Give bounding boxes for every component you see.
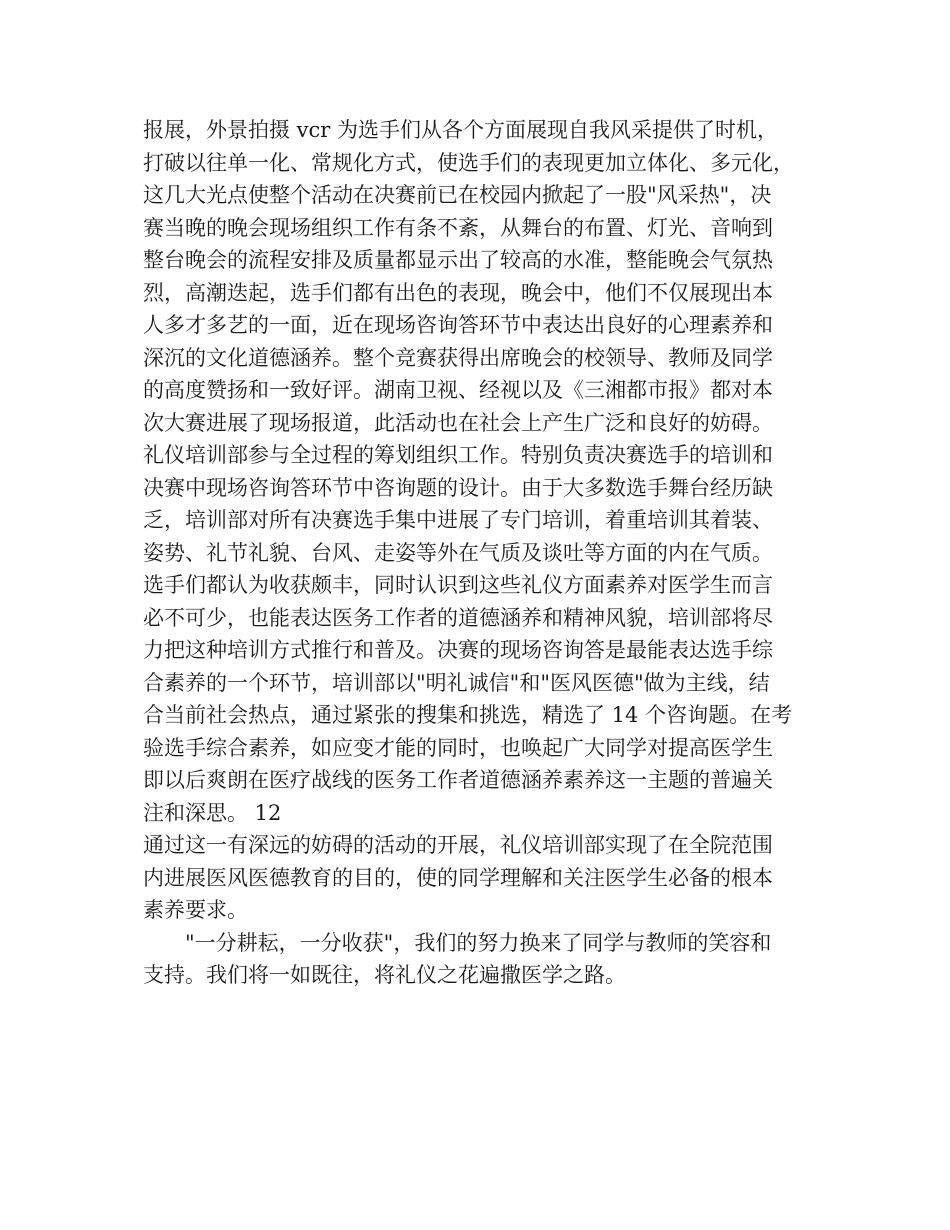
text-line: 深沉的文化道德涵养。整个竞赛获得出席晚会的校领导、教师及同学 (143, 345, 773, 370)
text-line: 决赛中现场咨询答环节中咨询题的设计。由于大多数选手舞台经历缺 (143, 475, 773, 500)
text-line: 这几大光点使整个活动在决赛前已在校园内掀起了一股"风采热"，决 (143, 183, 772, 207)
text-line: 必不可少，也能表达医务工作者的道德涵养和精神风貌，培训部将尽 (143, 605, 773, 630)
text-line: 整台晚会的流程安排及质量都显示出了较高的水准，整能晚会气氛热 (143, 248, 773, 272)
text-line: 乏，培训部对所有决赛选手集中进展了专门培训，着重培训其着装、 (143, 508, 773, 532)
text-line: 姿势、礼节礼貌、台风、走姿等外在气质及谈吐等方面的内在气质。 (143, 540, 773, 565)
text-line: 通过这一有深远的妨碍的活动的开展，礼仪培训部实现了在全院范围 (143, 833, 773, 857)
text-line: 合当前社会热点，通过紧张的搜集和挑选，精选了 14 个咨询题。在考 (143, 703, 793, 727)
text-line: 礼仪培训部参与全过程的筹划组织工作。特别负责决赛选手的培训和 (143, 443, 773, 467)
text-line: 合素养的一个环节，培训部以"明礼诚信"和"医风医德"做为主线，结 (143, 670, 770, 695)
text-line: 选手们都认为收获颇丰，同时认识到这些礼仪方面素养对医学生而言 (143, 573, 773, 597)
text-line: 报展，外景拍摄 vcr 为选手们从各个方面展现自我风采提供了时机， (143, 118, 779, 142)
text-line: 赛当晚的晚会现场组织工作有条不紊，从舞台的布置、灯光、音响到 (143, 215, 773, 240)
text-line: 力把这种培训方式推行和普及。决赛的现场咨询答是最能表达选手综 (143, 638, 773, 662)
text-line: 支持。我们将一如既往，将礼仪之花遍撒医学之路。 (143, 963, 626, 987)
text-line: 人多才多艺的一面，近在现场咨询答环节中表达出良好的心理素养和 (143, 313, 773, 337)
text-line: 烈，高潮迭起，选手们都有出色的表现，晚会中，他们不仅展现出本 (143, 280, 773, 305)
text-line: 的高度赞扬和一致好评。湖南卫视、经视以及《三湘都市报》都对本 (143, 378, 773, 402)
text-line: 即以后爽朗在医疗战线的医务工作者道德涵养素养这一主题的普遍关 (143, 768, 773, 792)
text-line: 内进展医风医德教育的目的，使的同学理解和关注医学生必备的根本 (143, 865, 773, 890)
text-line: 素养要求。 (143, 898, 248, 922)
text-line: "一分耕耘，一分收获"，我们的努力换来了同学与教师的笑容和 (185, 930, 772, 955)
body-text (143, 114, 823, 992)
text-line: 次大赛进展了现场报道，此活动也在社会上产生广泛和良好的妨碍。 (143, 410, 773, 435)
text-line: 验选手综合素养，如应变才能的同时，也唤起广大同学对提高医学生 (143, 735, 773, 760)
text-line: 注和深思。 12 (143, 800, 282, 825)
text-line: 打破以往单一化、常规化方式，使选手们的表现更加立体化、多元化， (143, 150, 794, 175)
